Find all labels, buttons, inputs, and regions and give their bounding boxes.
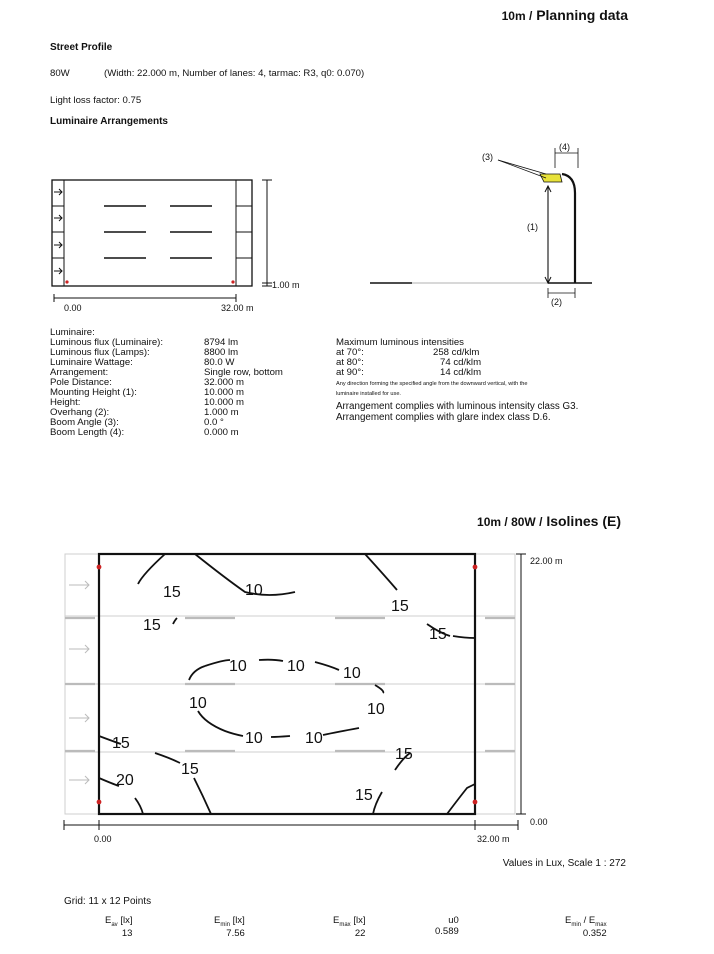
compliance-g3: Arrangement complies with luminous intensity class G3.: [336, 401, 579, 412]
stat-value: 22: [354, 927, 366, 939]
isoline-label: 10: [189, 695, 207, 712]
spec-key: Arrangement:: [50, 367, 109, 378]
lamp-type: 80W: [50, 68, 70, 79]
pole-side-view-diagram: [360, 138, 610, 318]
isoline-label: 15: [429, 626, 447, 643]
stat-e-min: [214, 915, 245, 939]
isoline-label: 20: [116, 772, 134, 789]
spec-key: Mounting Height (1):: [50, 387, 137, 398]
stat-e-max: [333, 915, 365, 939]
side-label-1: (1): [527, 222, 538, 232]
stat-value: 0.352: [582, 927, 607, 939]
arrangement-plan-diagram: [40, 170, 330, 320]
isolines-x-start: 0.00: [94, 834, 112, 844]
grid-label: Grid: 11 x 12 Points: [64, 896, 152, 907]
spec-value: 8800 lm: [204, 347, 239, 358]
intensity-value: 14 cd/klm: [440, 367, 482, 378]
page-header: [502, 7, 628, 23]
intensity-angle: at 80°:: [336, 357, 364, 368]
isolines-prefix: 10m / 80W /: [477, 515, 543, 529]
spec-value: 10.000 m: [204, 387, 245, 398]
spec-value: 0.0 °: [204, 417, 224, 428]
spec-key: Boom Angle (3):: [50, 417, 119, 428]
intensity-note-1: Any direction forming the specified angle from the downward vertical, with the: [336, 381, 528, 387]
spec-key: Pole Distance:: [50, 377, 112, 388]
isoline-label: 10: [245, 730, 263, 747]
isoline-label: 15: [143, 617, 161, 634]
isoline-label: 10: [367, 701, 385, 718]
plan-x-start: 0.00: [64, 303, 82, 313]
spec-value: 8794 lm: [204, 337, 239, 348]
stat-label: $E_{min} / E_{max}$: [565, 915, 607, 928]
isoline-label: 15: [355, 787, 373, 804]
spec-key: Luminous flux (Lamps):: [50, 347, 150, 358]
stat-value: 13: [121, 927, 133, 939]
intensity-note-2: luminaire installed for use.: [336, 391, 401, 397]
stat-label: $E_{av}$ [lx]: [105, 915, 133, 928]
spec-value: 32.000 m: [204, 377, 245, 388]
intensity-value: 258 cd/klm: [433, 347, 480, 358]
stat-label: u0: [448, 915, 459, 926]
isolines-x-end: 32.00 m: [477, 834, 510, 844]
spec-key: Luminaire Wattage:: [50, 357, 133, 368]
stat-label: $E_{min}$ [lx]: [214, 915, 245, 928]
isoline-label: 15: [163, 584, 181, 601]
stat-uniformity: [565, 915, 607, 939]
stat-value: 0.589: [435, 926, 459, 937]
spec-key: Luminous flux (Luminaire):: [50, 337, 164, 348]
isoline-label: 15: [112, 735, 130, 752]
isolines-header: [477, 513, 621, 529]
spec-value: 80.0 W: [204, 357, 235, 368]
isoline-label: 15: [395, 746, 413, 763]
scale-note: Values in Lux, Scale 1 : 272: [502, 858, 626, 869]
intensities-title: Maximum luminous intensities: [336, 337, 464, 348]
side-label-2: (2): [551, 297, 562, 307]
spec-value: Single row, bottom: [204, 367, 283, 378]
spec-value: 10.000 m: [204, 397, 245, 408]
intensity-angle: at 90°:: [336, 367, 364, 378]
isolines-y-bottom: 0.00: [530, 817, 548, 827]
isoline-label: 10: [287, 658, 305, 675]
spec-value: 1.000 m: [204, 407, 239, 418]
page-title: Planning data: [536, 7, 628, 23]
side-label-4: (4): [559, 142, 570, 152]
stat-u0: [435, 915, 459, 937]
light-loss-factor: Light loss factor: 0.75: [50, 95, 142, 106]
plan-height-mark: 1.00 m: [272, 280, 300, 290]
isoline-label: 10: [305, 730, 323, 747]
isoline-label: 15: [391, 598, 409, 615]
isoline-label: 10: [229, 658, 247, 675]
plan-x-end: 32.00 m: [221, 303, 254, 313]
spec-key: Overhang (2):: [50, 407, 110, 418]
arrangements-heading: Luminaire Arrangements: [50, 116, 168, 127]
spec-value: 0.000 m: [204, 427, 239, 438]
header-prefix: 10m /: [501, 9, 533, 23]
street-profile-heading: Street Profile: [50, 42, 113, 53]
isoline-label: 15: [181, 761, 199, 778]
spec-key: Boom Length (4):: [50, 427, 125, 438]
isoline-label: 10: [245, 582, 263, 599]
stat-e-av: [105, 915, 132, 939]
stat-value: 7.56: [226, 927, 245, 939]
compliance-d6: Arrangement complies with glare index class D.6.: [336, 412, 551, 423]
spec-key: Height:: [50, 397, 81, 408]
isolines-axes: [60, 548, 540, 838]
isoline-label: 10: [343, 665, 361, 682]
intensity-value: 74 cd/klm: [440, 357, 482, 368]
stat-label: $E_{max}$ [lx]: [333, 915, 366, 928]
side-label-3: (3): [482, 152, 493, 162]
isolines-y-top: 22.00 m: [530, 556, 563, 566]
luminaire-title: Luminaire:: [50, 327, 95, 338]
street-details: (Width: 22.000 m, Number of lanes: 4, tarmac: R3, q0: 0.070): [104, 68, 365, 79]
intensity-angle: at 70°:: [336, 347, 364, 358]
isolines-title: Isolines (E): [546, 513, 621, 529]
